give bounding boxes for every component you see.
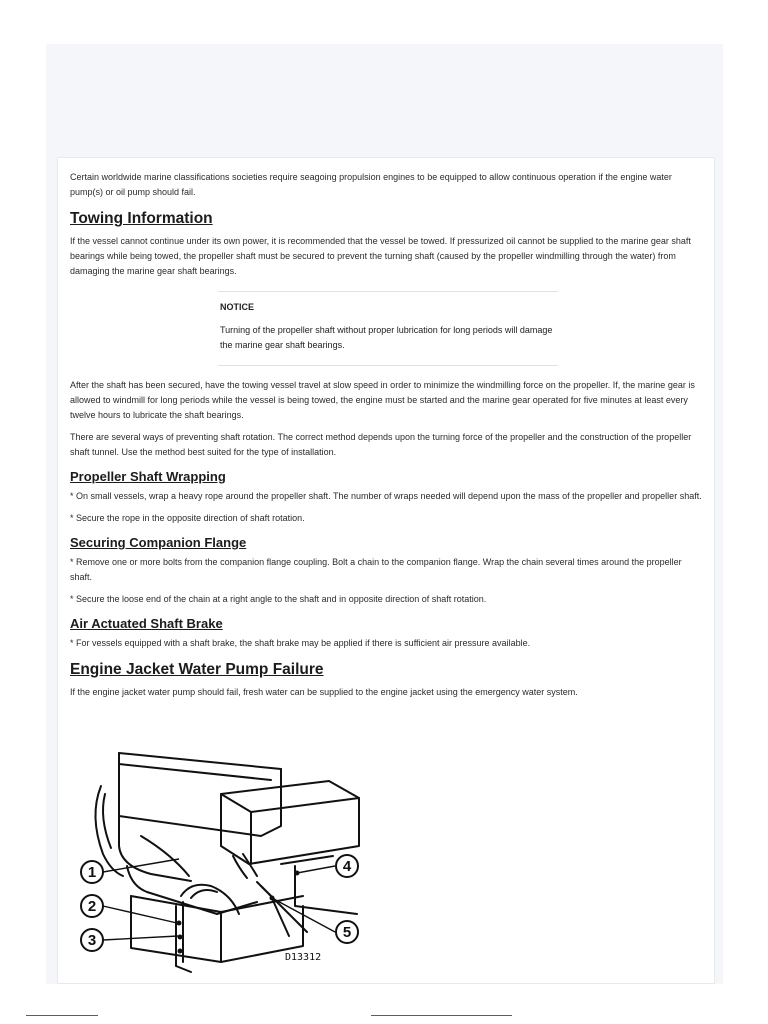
towing-paragraph-2: After the shaft has been secured, have the towing vessel travel at slow speed in order to minimize the windmilling force on the propeller. If, the marine gear is allowed to windmill for long periods while the vessel is being towed, the engine must be started and the marine gear operated for five minutes at least every twelve hours to lubricate the shaft bearings.: [70, 380, 695, 420]
engine-illustration: [71, 736, 371, 976]
callout-3-label: 3: [87, 932, 97, 949]
heading-air-actuated-shaft-brake: Air Actuated Shaft Brake: [70, 616, 223, 631]
heading-engine-jacket-water-pump-failure: Engine Jacket Water Pump Failure: [70, 661, 324, 678]
engine-line-drawing: [71, 736, 371, 976]
flange-paragraph-1: * Remove one or more bolts from the companion flange coupling. Bolt a chain to the companion flange. Wrap the chain several times around the propeller shaft.: [70, 557, 682, 582]
heading-propeller-shaft-wrapping: Propeller Shaft Wrapping: [70, 469, 226, 484]
intro-paragraph: Certain worldwide marine classifications societies require seagoing propulsion engines to be equipped to allow continuous operation if the engine water pump(s) or oil pump should fail.: [70, 172, 672, 197]
heading-towing-information: Towing Information: [70, 210, 213, 227]
wrapping-paragraph-2: * Secure the rope in the opposite direction of shaft rotation.: [70, 513, 305, 523]
callout-4-label: 4: [342, 858, 352, 875]
document-content: [70, 170, 702, 707]
callout-2-label: 2: [87, 898, 97, 915]
pump-paragraph-1: If the engine jacket water pump should fail, fresh water can be supplied to the engine jacket using the emergency water system.: [70, 687, 578, 697]
brake-paragraph-1: * For vessels equipped with a shaft brake, the shaft brake may be applied if there is sufficient air pressure available.: [70, 638, 531, 648]
notice-body: Turning of the propeller shaft without proper lubrication for long periods will damage the marine gear shaft bearings.: [220, 325, 553, 350]
callout-5-label: 5: [342, 924, 352, 941]
notice-title: NOTICE: [220, 302, 255, 312]
wrapping-paragraph-1: * On small vessels, wrap a heavy rope around the propeller shaft. The number of wraps needed will depend upon the mass of the propeller and propeller shaft.: [70, 491, 702, 501]
document-card: [57, 157, 715, 984]
callout-1-label: 1: [87, 864, 97, 881]
footer-link-right[interactable]: [371, 1015, 512, 1016]
notice-box: [218, 291, 558, 366]
heading-securing-companion-flange: Securing Companion Flange: [70, 535, 247, 550]
footer-link-left[interactable]: [26, 1015, 98, 1016]
figure-code: D13312: [285, 952, 322, 963]
flange-paragraph-2: * Secure the loose end of the chain at a right angle to the shaft and in opposite direction of shaft rotation.: [70, 594, 487, 604]
towing-paragraph-1: If the vessel cannot continue under its own power, it is recommended that the vessel be towed. If pressurized oil cannot be supplied to the marine gear shaft bearings while being towed, the propeller shaft must be secured to prevent the turning shaft (caused by the propeller windmilling through the water) from damaging the marine gear shaft bearings.: [70, 236, 691, 276]
towing-paragraph-3: There are several ways of preventing shaft rotation. The correct method depends upon the turning force of the propeller and the construction of the propeller shaft tunnel. Use the method best suited for the type of installation.: [70, 432, 692, 457]
